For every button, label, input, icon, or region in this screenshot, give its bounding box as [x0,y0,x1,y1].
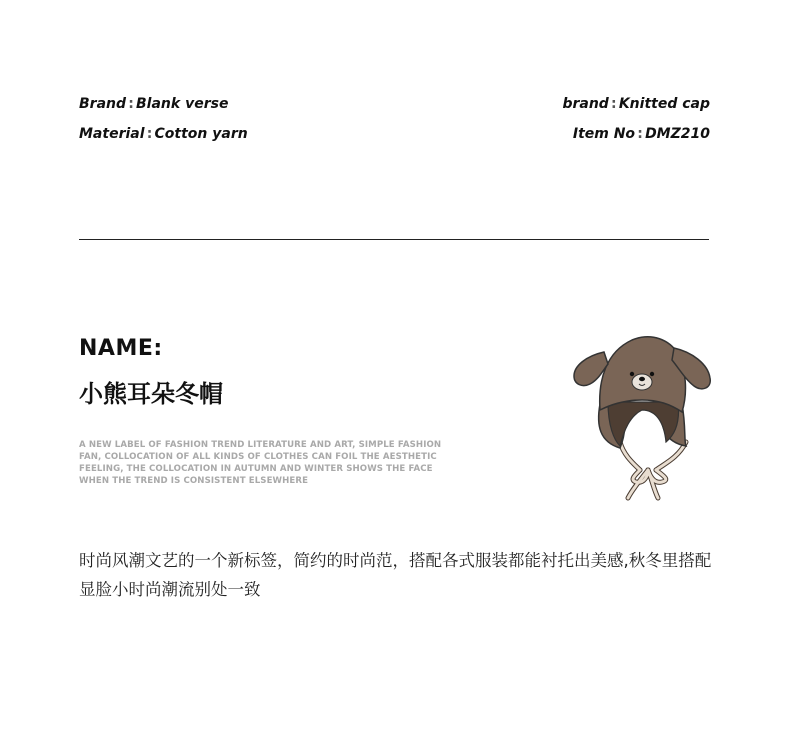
brand-spec [79,96,228,112]
material-label: Material [79,126,145,142]
type-value: Knitted cap [618,96,710,112]
section-divider [79,239,709,240]
type-label: brand [562,96,609,112]
material-spec [79,126,248,142]
tagline: A NEW LABEL OF FASHION TREND LITERATURE AND ART, SIMPLE FASHION FAN, COLLOCATION OF ALL KINDS OF CLOTHES CAN FOIL THE AESTHETIC FEELING, THE COLLOCATION IN AUTUMN AND WINTER SHOWS THE FACE WHEN THE TREND IS CONSISTENT ELSEWHERE [79,440,442,486]
type-spec [562,96,710,112]
bear-left-eye [630,372,634,376]
item-label: Item No [572,126,636,142]
hat-lining [608,402,679,446]
product-description: 时尚风潮文艺的一个新标签，简约的时尚范，搭配各式服装都能衬托出美感,秋冬里搭配显脸小时尚潮流别处一致 [79,551,712,599]
hat-strings [620,442,686,498]
item-value: DMZ210 [645,126,710,142]
material-value: Cotton yarn [154,126,248,142]
item-number-spec [573,126,710,142]
material-separator: : [146,126,153,142]
brand-separator: : [128,96,134,112]
brand-label: Brand [79,96,127,112]
item-separator: : [637,126,643,142]
type-separator: : [611,96,617,112]
bear-ear-hat-illustration [568,330,716,505]
bear-nose [639,377,645,381]
brand-value: Blank verse [136,96,229,112]
bear-right-eye [650,372,654,376]
bear-muzzle [632,374,652,390]
product-title: 小熊耳朵冬帽 [79,380,223,408]
name-label: NAME: [79,336,163,361]
